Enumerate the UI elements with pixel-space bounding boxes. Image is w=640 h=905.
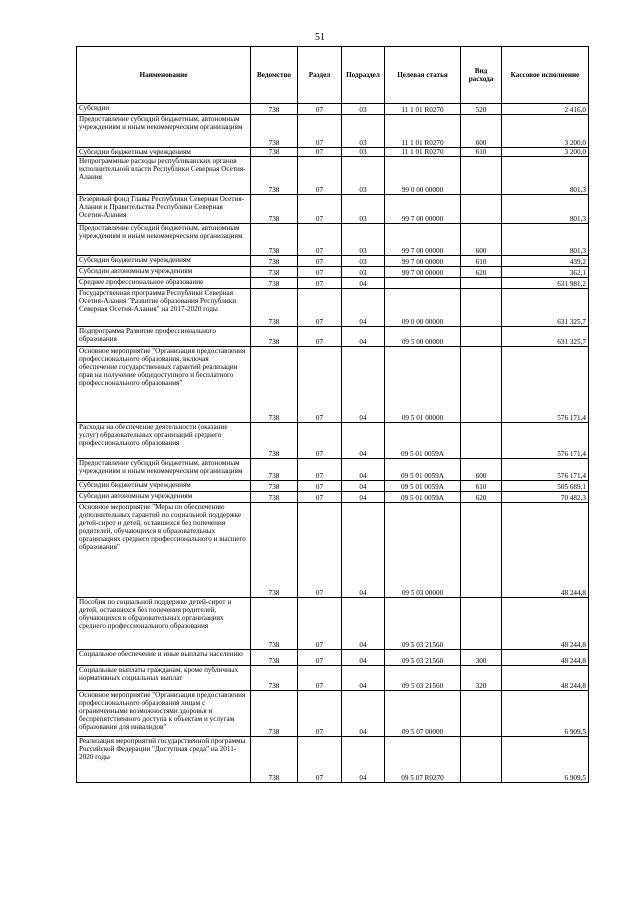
table-row bbox=[77, 650, 589, 666]
table-body bbox=[77, 104, 589, 783]
cell-name: Среднее профессиональное образование bbox=[77, 278, 251, 289]
cell-ved: 738 bbox=[251, 327, 298, 347]
cell-ved: 738 bbox=[251, 503, 298, 598]
cell-summa: 631 981,2 bbox=[502, 278, 589, 289]
cell-ved: 738 bbox=[251, 481, 298, 492]
cell-razdel: 07 bbox=[298, 148, 342, 157]
table-header-row bbox=[77, 47, 589, 104]
cell-celevaya: 99 0 00 00000 bbox=[385, 157, 461, 195]
cell-razdel: 07 bbox=[298, 737, 342, 783]
cell-podrazdel: 03 bbox=[342, 224, 385, 256]
cell-podrazdel: 03 bbox=[342, 104, 385, 115]
cell-razdel: 07 bbox=[298, 691, 342, 737]
cell-ved: 738 bbox=[251, 278, 298, 289]
cell-vid bbox=[461, 503, 502, 598]
table-row bbox=[77, 157, 589, 195]
cell-ved: 738 bbox=[251, 115, 298, 148]
cell-podrazdel: 03 bbox=[342, 267, 385, 278]
cell-vid bbox=[461, 195, 502, 224]
cell-razdel: 07 bbox=[298, 481, 342, 492]
cell-podrazdel: 04 bbox=[342, 327, 385, 347]
cell-vid: 610 bbox=[461, 481, 502, 492]
cell-podrazdel: 04 bbox=[342, 289, 385, 327]
cell-ved: 738 bbox=[251, 347, 298, 423]
table-row bbox=[77, 492, 589, 503]
cell-celevaya: 09 5 01 0059А bbox=[385, 459, 461, 481]
cell-name: Субсидии бюджетным учреждениям bbox=[77, 481, 251, 492]
table-row bbox=[77, 256, 589, 267]
cell-vid bbox=[461, 423, 502, 459]
cell-ved: 738 bbox=[251, 459, 298, 481]
cell-razdel: 07 bbox=[298, 650, 342, 666]
cell-vid: 300 bbox=[461, 650, 502, 666]
cell-razdel: 07 bbox=[298, 347, 342, 423]
cell-name: Субсидии bbox=[77, 104, 251, 115]
cell-celevaya: 99 7 00 00000 bbox=[385, 195, 461, 224]
cell-razdel: 07 bbox=[298, 104, 342, 115]
cell-summa: 631 325,7 bbox=[502, 327, 589, 347]
cell-podrazdel: 04 bbox=[342, 691, 385, 737]
cell-name: Расходы на обеспечение деятельности (оказание услуг) образовательных организаций среднего профессионального образования bbox=[77, 423, 251, 459]
cell-celevaya: 09 5 03 00000 bbox=[385, 503, 461, 598]
cell-name: Основное мероприятие "Организация предоставления профессионального образования лицам с ограниченными возможностями здоровья и беспрепятственного доступа к объектам и услугам образования для инвалидов" bbox=[77, 691, 251, 737]
cell-celevaya: 09 5 07 R0270 bbox=[385, 737, 461, 783]
table-row bbox=[77, 503, 589, 598]
cell-name: Предоставление субсидий бюджетным, автономным учреждениям и иным некоммерческим организациям bbox=[77, 115, 251, 148]
header-razdel: Раздел bbox=[298, 47, 342, 104]
cell-ved: 738 bbox=[251, 598, 298, 650]
cell-celevaya: 09 5 01 0059А bbox=[385, 481, 461, 492]
cell-summa: 505 689,1 bbox=[502, 481, 589, 492]
cell-celevaya: 09 5 03 21560 bbox=[385, 650, 461, 666]
cell-ved: 738 bbox=[251, 104, 298, 115]
cell-razdel: 07 bbox=[298, 157, 342, 195]
header-podrazdel: Подраздел bbox=[342, 47, 385, 104]
cell-podrazdel: 04 bbox=[342, 423, 385, 459]
cell-vid: 610 bbox=[461, 256, 502, 267]
table-row bbox=[77, 267, 589, 278]
cell-ved: 738 bbox=[251, 423, 298, 459]
cell-name: Подпрограмма Развитие профессионального образования bbox=[77, 327, 251, 347]
cell-name: Непрограммные расходы республиканских органов исполнительной власти Республики Северная Осетия-Алания bbox=[77, 157, 251, 195]
table-row bbox=[77, 691, 589, 737]
cell-podrazdel: 04 bbox=[342, 347, 385, 423]
cell-summa: 2 416,0 bbox=[502, 104, 589, 115]
cell-ved: 738 bbox=[251, 256, 298, 267]
cell-name: Пособия по социальной поддержке детей-сирот и детей, оставшихся без попечения родителей, обучающихся в образовательных организациях среднего профессионального образования bbox=[77, 598, 251, 650]
table-row bbox=[77, 666, 589, 691]
header-vid: Вид расхода bbox=[461, 47, 502, 104]
cell-ved: 738 bbox=[251, 157, 298, 195]
table-row bbox=[77, 148, 589, 157]
cell-summa: 576 171,4 bbox=[502, 423, 589, 459]
table-row bbox=[77, 195, 589, 224]
cell-vid bbox=[461, 278, 502, 289]
cell-podrazdel: 04 bbox=[342, 481, 385, 492]
cell-celevaya: 11 1 01 R0270 bbox=[385, 115, 461, 148]
cell-vid: 520 bbox=[461, 104, 502, 115]
cell-vid bbox=[461, 289, 502, 327]
cell-summa: 439,2 bbox=[502, 256, 589, 267]
cell-name: Государственная программа Республики Северная Осетия-Алания "Развитие образования Республики Северная Осетия-Алания" на 2017-2020 годы bbox=[77, 289, 251, 327]
cell-celevaya bbox=[385, 278, 461, 289]
cell-vid: 620 bbox=[461, 492, 502, 503]
cell-podrazdel: 04 bbox=[342, 459, 385, 481]
cell-summa: 48 244,8 bbox=[502, 598, 589, 650]
cell-name: Социальное обеспечение и иные выплаты населению bbox=[77, 650, 251, 666]
table-row bbox=[77, 104, 589, 115]
cell-name: Субсидии бюджетным учреждениям bbox=[77, 148, 251, 157]
table-row bbox=[77, 459, 589, 481]
cell-podrazdel: 03 bbox=[342, 115, 385, 148]
cell-razdel: 07 bbox=[298, 289, 342, 327]
cell-summa: 801,3 bbox=[502, 195, 589, 224]
cell-summa: 48 244,8 bbox=[502, 666, 589, 691]
cell-podrazdel: 03 bbox=[342, 256, 385, 267]
cell-ved: 738 bbox=[251, 148, 298, 157]
cell-podrazdel: 03 bbox=[342, 157, 385, 195]
cell-name: Субсидии бюджетным учреждениям bbox=[77, 256, 251, 267]
cell-vid: 610 bbox=[461, 148, 502, 157]
cell-name: Предоставление субсидий бюджетным, автономным учреждениям и иным некоммерческим организациям bbox=[77, 459, 251, 481]
cell-podrazdel: 03 bbox=[342, 195, 385, 224]
cell-razdel: 07 bbox=[298, 267, 342, 278]
cell-celevaya: 09 5 01 00000 bbox=[385, 347, 461, 423]
cell-razdel: 07 bbox=[298, 503, 342, 598]
cell-summa: 6 909,5 bbox=[502, 691, 589, 737]
table-row bbox=[77, 289, 589, 327]
table-row bbox=[77, 423, 589, 459]
cell-vid bbox=[461, 598, 502, 650]
cell-vid bbox=[461, 691, 502, 737]
cell-razdel: 07 bbox=[298, 115, 342, 148]
cell-celevaya: 11 1 01 R0270 bbox=[385, 104, 461, 115]
cell-vid: 320 bbox=[461, 666, 502, 691]
cell-razdel: 07 bbox=[298, 278, 342, 289]
table-row bbox=[77, 278, 589, 289]
cell-razdel: 07 bbox=[298, 666, 342, 691]
cell-vid bbox=[461, 347, 502, 423]
cell-name: Основное мероприятие "Меры по обеспечению дополнительных гарантий по социальной поддержке детей-сирот и детей, оставшихся без попечения родителей, обучающихся в образовательных организациях среднего профессионального и высшего образования" bbox=[77, 503, 251, 598]
cell-razdel: 07 bbox=[298, 327, 342, 347]
table-row bbox=[77, 347, 589, 423]
cell-vid: 600 bbox=[461, 224, 502, 256]
cell-ved: 738 bbox=[251, 492, 298, 503]
cell-ved: 738 bbox=[251, 737, 298, 783]
cell-summa: 801,3 bbox=[502, 224, 589, 256]
table-row bbox=[77, 598, 589, 650]
header-ved: Ведомство bbox=[251, 47, 298, 104]
page-number: 51 bbox=[315, 32, 325, 43]
cell-celevaya: 99 7 00 00000 bbox=[385, 256, 461, 267]
cell-ved: 738 bbox=[251, 666, 298, 691]
cell-summa: 801,3 bbox=[502, 157, 589, 195]
cell-celevaya: 99 7 00 00000 bbox=[385, 267, 461, 278]
cell-celevaya: 09 5 07 00000 bbox=[385, 691, 461, 737]
cell-vid: 620 bbox=[461, 267, 502, 278]
cell-ved: 738 bbox=[251, 650, 298, 666]
cell-podrazdel: 04 bbox=[342, 278, 385, 289]
cell-name: Реализация мероприятий государственной программы Российской Федерации "Доступная среда" на 2011-2020 годы bbox=[77, 737, 251, 783]
cell-summa: 576 171,4 bbox=[502, 459, 589, 481]
cell-name: Субсидии автономным учреждениям bbox=[77, 267, 251, 278]
cell-razdel: 07 bbox=[298, 459, 342, 481]
cell-celevaya: 09 5 00 00000 bbox=[385, 327, 461, 347]
header-name: Наименование bbox=[77, 47, 251, 104]
cell-ved: 738 bbox=[251, 289, 298, 327]
cell-celevaya: 09 5 03 21560 bbox=[385, 666, 461, 691]
cell-vid: 600 bbox=[461, 115, 502, 148]
cell-ved: 738 bbox=[251, 691, 298, 737]
cell-ved: 738 bbox=[251, 267, 298, 278]
cell-name: Предоставление субсидий бюджетным, автономным учреждениям и иным некоммерческим организациям bbox=[77, 224, 251, 256]
cell-summa: 3 200,0 bbox=[502, 148, 589, 157]
cell-celevaya: 09 5 01 0059А bbox=[385, 423, 461, 459]
cell-celevaya: 09 5 01 0059А bbox=[385, 492, 461, 503]
table-row bbox=[77, 115, 589, 148]
cell-summa: 576 171,4 bbox=[502, 347, 589, 423]
cell-ved: 738 bbox=[251, 224, 298, 256]
cell-razdel: 07 bbox=[298, 423, 342, 459]
cell-summa: 3 200,0 bbox=[502, 115, 589, 148]
cell-name: Основное мероприятие "Организация предоставления профессионального образования, включая обеспечение государственных гарантий реализации прав на получение общедоступного и бесплатного профессионального образования" bbox=[77, 347, 251, 423]
cell-summa: 70 482,3 bbox=[502, 492, 589, 503]
cell-razdel: 07 bbox=[298, 256, 342, 267]
cell-name: Резервный фонд Главы Республики Северная Осетия-Алания и Правительства Республики Северная Осетия-Алания bbox=[77, 195, 251, 224]
cell-podrazdel: 04 bbox=[342, 598, 385, 650]
cell-podrazdel: 04 bbox=[342, 492, 385, 503]
cell-summa: 631 325,7 bbox=[502, 289, 589, 327]
cell-vid bbox=[461, 157, 502, 195]
cell-razdel: 07 bbox=[298, 598, 342, 650]
cell-celevaya: 09 5 03 21560 bbox=[385, 598, 461, 650]
cell-vid: 600 bbox=[461, 459, 502, 481]
cell-summa: 6 909,5 bbox=[502, 737, 589, 783]
cell-razdel: 07 bbox=[298, 492, 342, 503]
cell-podrazdel: 04 bbox=[342, 737, 385, 783]
table-row bbox=[77, 737, 589, 783]
table-row bbox=[77, 327, 589, 347]
cell-name: Социальные выплаты гражданам, кроме публичных нормативных социальных выплат bbox=[77, 666, 251, 691]
cell-podrazdel: 04 bbox=[342, 503, 385, 598]
cell-podrazdel: 03 bbox=[342, 148, 385, 157]
budget-execution-table bbox=[76, 46, 589, 783]
cell-podrazdel: 04 bbox=[342, 666, 385, 691]
cell-ved: 738 bbox=[251, 195, 298, 224]
cell-summa: 48 244,8 bbox=[502, 650, 589, 666]
cell-name: Субсидии автономным учреждениям bbox=[77, 492, 251, 503]
cell-razdel: 07 bbox=[298, 195, 342, 224]
header-celevaya: Целевая статья bbox=[385, 47, 461, 104]
cell-razdel: 07 bbox=[298, 224, 342, 256]
cell-podrazdel: 04 bbox=[342, 650, 385, 666]
cell-celevaya: 99 7 00 00000 bbox=[385, 224, 461, 256]
cell-summa: 362,1 bbox=[502, 267, 589, 278]
header-summa: Кассовое исполнение bbox=[502, 47, 589, 104]
cell-celevaya: 11 1 01 R0270 bbox=[385, 148, 461, 157]
cell-summa: 48 244,8 bbox=[502, 503, 589, 598]
cell-vid bbox=[461, 737, 502, 783]
cell-celevaya: 09 0 00 00000 bbox=[385, 289, 461, 327]
table-row bbox=[77, 224, 589, 256]
table-row bbox=[77, 481, 589, 492]
cell-vid bbox=[461, 327, 502, 347]
